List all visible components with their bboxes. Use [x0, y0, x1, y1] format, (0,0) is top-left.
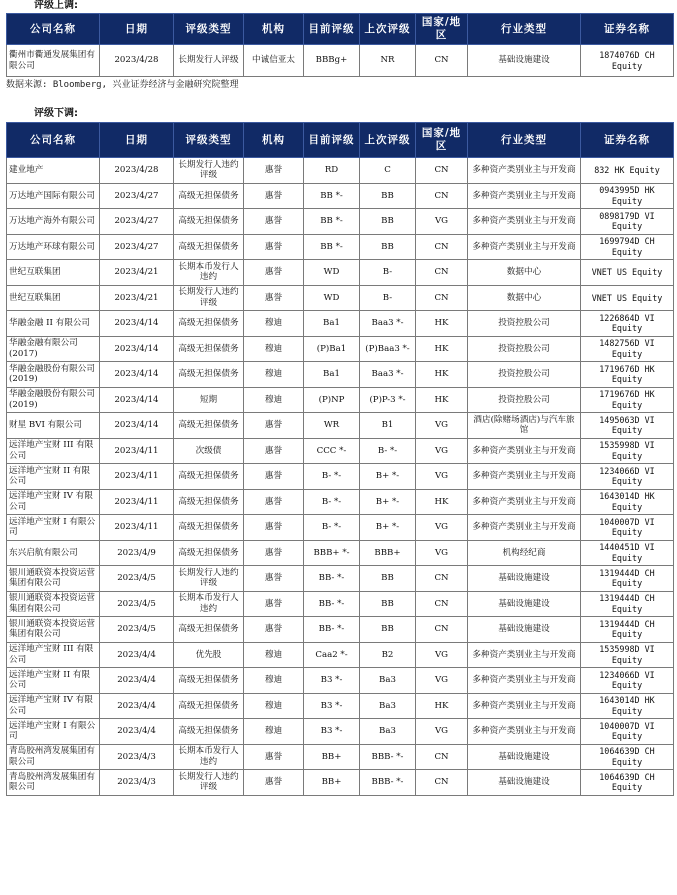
table-cell: 2023/4/5: [100, 591, 174, 617]
table-cell: 华融金融股份有限公司(2019): [7, 362, 100, 388]
table-cell: 惠誉: [244, 770, 304, 796]
table-cell: 1719676D HK Equity: [581, 387, 674, 413]
table-cell: BB: [360, 591, 416, 617]
column-header: 公司名称: [7, 123, 100, 158]
table-cell: 2023/4/4: [100, 719, 174, 745]
table-cell: CN: [416, 183, 468, 209]
table-cell: Baa3 *-: [360, 311, 416, 337]
table-cell: 2023/4/11: [100, 464, 174, 490]
table-cell: 832 HK Equity: [581, 158, 674, 184]
table-cell: B-: [360, 260, 416, 286]
table-cell: BB: [360, 209, 416, 235]
table-row: [7, 464, 674, 490]
column-header: 日期: [100, 14, 174, 45]
table-cell: 穆迪: [244, 719, 304, 745]
table-cell: B-: [360, 285, 416, 311]
table-cell: 银川通联资本投资运营集团有限公司: [7, 617, 100, 643]
table-cell: BBB- *-: [360, 770, 416, 796]
table-cell: Ba1: [304, 311, 360, 337]
table-cell: 1440451D VI Equity: [581, 540, 674, 566]
table-cell: 2023/4/14: [100, 362, 174, 388]
table-row: [7, 234, 674, 260]
table-cell: RD: [304, 158, 360, 184]
table-cell: 多种资产类别业主与开发商: [468, 719, 581, 745]
upgrade-table: [6, 13, 674, 77]
table-cell: 高级无担保债务: [174, 515, 244, 541]
table-cell: BB: [360, 183, 416, 209]
table-cell: BB- *-: [304, 617, 360, 643]
table-cell: CN: [416, 744, 468, 770]
table-cell: VNET US Equity: [581, 260, 674, 286]
table-cell: 远洋地产宝财 I 有限公司: [7, 515, 100, 541]
column-header: 行业类型: [468, 123, 581, 158]
column-header: 行业类型: [468, 14, 581, 45]
table-row: [7, 209, 674, 235]
table-cell: BB+: [304, 770, 360, 796]
downgrade-table: [6, 122, 674, 796]
table-cell: Ba3: [360, 719, 416, 745]
table-cell: HK: [416, 336, 468, 362]
table-cell: 穆迪: [244, 668, 304, 694]
table-cell: 多种资产类别业主与开发商: [468, 209, 581, 235]
table-cell: HK: [416, 387, 468, 413]
table-cell: 1234066D VI Equity: [581, 464, 674, 490]
table-cell: 多种资产类别业主与开发商: [468, 234, 581, 260]
table-cell: 2023/4/4: [100, 642, 174, 668]
table-cell: 世纪互联集团: [7, 260, 100, 286]
table-cell: 惠誉: [244, 566, 304, 592]
table-cell: 2023/4/14: [100, 311, 174, 337]
table-cell: 2023/4/11: [100, 438, 174, 464]
table-row: [7, 387, 674, 413]
table-cell: CN: [416, 617, 468, 643]
table-cell: B2: [360, 642, 416, 668]
table-cell: 投资控股公司: [468, 336, 581, 362]
table-cell: B- *-: [360, 438, 416, 464]
table-row: [7, 311, 674, 337]
table-cell: 1643014D HK Equity: [581, 693, 674, 719]
table-cell: 远洋地产宝财 III 有限公司: [7, 438, 100, 464]
table-cell: B- *-: [304, 515, 360, 541]
table-cell: 1874076D CH Equity: [581, 45, 674, 77]
table-row: [7, 642, 674, 668]
table-cell: 基础设施建设: [468, 591, 581, 617]
table-cell: 2023/4/3: [100, 770, 174, 796]
table-cell: 基础设施建设: [468, 770, 581, 796]
table-cell: 2023/4/27: [100, 234, 174, 260]
table-cell: HK: [416, 362, 468, 388]
table-cell: 惠誉: [244, 158, 304, 184]
table-cell: BB: [360, 234, 416, 260]
column-header: 公司名称: [7, 14, 100, 45]
table-cell: 长期发行人违约评级: [174, 285, 244, 311]
table-cell: VG: [416, 438, 468, 464]
table-cell: 高级无担保债务: [174, 183, 244, 209]
data-source-note: 数据来源: Bloomberg, 兴业证券经济与金融研究院整理: [6, 80, 239, 90]
table-cell: 2023/4/3: [100, 744, 174, 770]
table-cell: 2023/4/28: [100, 45, 174, 77]
table-cell: 高级无担保债务: [174, 693, 244, 719]
table-cell: 2023/4/11: [100, 489, 174, 515]
table-cell: 2023/4/11: [100, 515, 174, 541]
table-cell: 短期: [174, 387, 244, 413]
table-cell: 高级无担保债务: [174, 209, 244, 235]
table-cell: 穆迪: [244, 336, 304, 362]
table-cell: 青岛胶州湾发展集团有限公司: [7, 744, 100, 770]
table-cell: 多种资产类别业主与开发商: [468, 515, 581, 541]
table-cell: CN: [416, 260, 468, 286]
table-cell: VG: [416, 413, 468, 439]
column-header: 国家/地区: [416, 14, 468, 45]
table-cell: BBB+: [360, 540, 416, 566]
table-cell: Ba3: [360, 668, 416, 694]
table-cell: B+ *-: [360, 464, 416, 490]
table-cell: Ba3: [360, 693, 416, 719]
table-cell: HK: [416, 489, 468, 515]
table-cell: 投资控股公司: [468, 362, 581, 388]
table-cell: 2023/4/21: [100, 285, 174, 311]
table-cell: Caa2 *-: [304, 642, 360, 668]
table-cell: 多种资产类别业主与开发商: [468, 183, 581, 209]
table-cell: BBB- *-: [360, 744, 416, 770]
table-cell: 投资控股公司: [468, 311, 581, 337]
table-cell: CCC *-: [304, 438, 360, 464]
table-cell: B- *-: [304, 464, 360, 490]
table-cell: B+ *-: [360, 515, 416, 541]
table-cell: 多种资产类别业主与开发商: [468, 438, 581, 464]
table-cell: CN: [416, 591, 468, 617]
table-cell: 1040007D VI Equity: [581, 719, 674, 745]
table-cell: 华融金融 II 有限公司: [7, 311, 100, 337]
table-cell: 多种资产类别业主与开发商: [468, 464, 581, 490]
table-cell: 惠誉: [244, 209, 304, 235]
table-cell: 惠誉: [244, 515, 304, 541]
table-cell: CN: [416, 770, 468, 796]
table-cell: 惠誉: [244, 234, 304, 260]
column-header: 目前评级: [304, 123, 360, 158]
table-cell: 多种资产类别业主与开发商: [468, 489, 581, 515]
table-cell: 1535998D VI Equity: [581, 642, 674, 668]
table-cell: 远洋地产宝财 IV 有限公司: [7, 489, 100, 515]
table-cell: 高级无担保债务: [174, 234, 244, 260]
table-row: [7, 668, 674, 694]
table-cell: 基础设施建设: [468, 617, 581, 643]
column-header: 机构: [244, 14, 304, 45]
table-cell: 长期发行人违约评级: [174, 770, 244, 796]
table-cell: 2023/4/14: [100, 413, 174, 439]
table-cell: 2023/4/14: [100, 336, 174, 362]
table-cell: 高级无担保债务: [174, 336, 244, 362]
table-cell: 2023/4/27: [100, 209, 174, 235]
table-row: [7, 693, 674, 719]
table-row: [7, 719, 674, 745]
table-cell: 穆迪: [244, 362, 304, 388]
table-cell: 1319444D CH Equity: [581, 617, 674, 643]
table-cell: BB *-: [304, 234, 360, 260]
table-cell: VG: [416, 464, 468, 490]
table-cell: 1234066D VI Equity: [581, 668, 674, 694]
table-cell: 2023/4/21: [100, 260, 174, 286]
table-cell: VG: [416, 719, 468, 745]
table-cell: 1482756D VI Equity: [581, 336, 674, 362]
table-cell: 1535998D VI Equity: [581, 438, 674, 464]
table-cell: CN: [416, 285, 468, 311]
table-cell: 远洋地产宝财 IV 有限公司: [7, 693, 100, 719]
table-cell: B- *-: [304, 489, 360, 515]
table-cell: 多种资产类别业主与开发商: [468, 158, 581, 184]
table-cell: 机构经纪商: [468, 540, 581, 566]
table-cell: 世纪互联集团: [7, 285, 100, 311]
table-cell: 华融金融股份有限公司(2019): [7, 387, 100, 413]
table-cell: 高级无担保债务: [174, 362, 244, 388]
table-cell: 高级无担保债务: [174, 719, 244, 745]
table-cell: VG: [416, 209, 468, 235]
table-cell: 多种资产类别业主与开发商: [468, 642, 581, 668]
table-cell: 2023/4/28: [100, 158, 174, 184]
table-cell: 东兴启航有限公司: [7, 540, 100, 566]
table-row: [7, 336, 674, 362]
table-cell: 次级债: [174, 438, 244, 464]
table-row: [7, 260, 674, 286]
column-header: 目前评级: [304, 14, 360, 45]
table-cell: B1: [360, 413, 416, 439]
table-cell: 2023/4/9: [100, 540, 174, 566]
table-row: [7, 540, 674, 566]
table-cell: 惠誉: [244, 617, 304, 643]
table-cell: 1226864D VI Equity: [581, 311, 674, 337]
table-row: [7, 566, 674, 592]
table-cell: 酒店(除赌场酒店)与汽车旅馆: [468, 413, 581, 439]
table-cell: 1064639D CH Equity: [581, 770, 674, 796]
column-header: 评级类型: [174, 14, 244, 45]
table-cell: 长期本币发行人违约: [174, 591, 244, 617]
table-cell: 万达地产环球有限公司: [7, 234, 100, 260]
table-row: [7, 45, 674, 77]
table-cell: VG: [416, 540, 468, 566]
table-cell: 中诚信亚太: [244, 45, 304, 77]
table-cell: CN: [416, 234, 468, 260]
table-cell: 高级无担保债务: [174, 668, 244, 694]
table-cell: BB: [360, 566, 416, 592]
table-cell: (P)P-3 *-: [360, 387, 416, 413]
table-cell: 1495063D VI Equity: [581, 413, 674, 439]
table-cell: 数据中心: [468, 260, 581, 286]
table-cell: (P)NP: [304, 387, 360, 413]
table-cell: 惠誉: [244, 183, 304, 209]
table-cell: BB- *-: [304, 591, 360, 617]
table-cell: 2023/4/5: [100, 617, 174, 643]
column-header: 国家/地区: [416, 123, 468, 158]
table-cell: BB *-: [304, 183, 360, 209]
table-cell: B+ *-: [360, 489, 416, 515]
table-cell: BBB+ *-: [304, 540, 360, 566]
table-cell: 1319444D CH Equity: [581, 566, 674, 592]
table-row: [7, 744, 674, 770]
table-cell: 建业地产: [7, 158, 100, 184]
table-cell: 惠誉: [244, 744, 304, 770]
table-cell: 多种资产类别业主与开发商: [468, 693, 581, 719]
column-header: 证券名称: [581, 14, 674, 45]
table-cell: 投资控股公司: [468, 387, 581, 413]
column-header: 上次评级: [360, 14, 416, 45]
upgrade-section-title: 评级上调:: [34, 0, 78, 11]
table-cell: VG: [416, 515, 468, 541]
table-row: [7, 591, 674, 617]
table-row: [7, 183, 674, 209]
table-cell: 穆迪: [244, 642, 304, 668]
table-row: [7, 515, 674, 541]
table-cell: 远洋地产宝财 III 有限公司: [7, 642, 100, 668]
table-cell: 1719676D HK Equity: [581, 362, 674, 388]
table-cell: VG: [416, 668, 468, 694]
table-cell: 银川通联资本投资运营集团有限公司: [7, 566, 100, 592]
table-cell: (P)Baa3 *-: [360, 336, 416, 362]
table-cell: 1643014D HK Equity: [581, 489, 674, 515]
table-cell: 惠誉: [244, 591, 304, 617]
table-cell: 远洋地产宝财 I 有限公司: [7, 719, 100, 745]
table-cell: VG: [416, 642, 468, 668]
table-cell: 长期本币发行人违约: [174, 260, 244, 286]
table-cell: B3 *-: [304, 719, 360, 745]
table-cell: 1040007D VI Equity: [581, 515, 674, 541]
table-cell: 2023/4/5: [100, 566, 174, 592]
table-cell: 优先股: [174, 642, 244, 668]
table-cell: 惠誉: [244, 438, 304, 464]
table-cell: C: [360, 158, 416, 184]
table-cell: 惠誉: [244, 413, 304, 439]
table-cell: 惠誉: [244, 464, 304, 490]
table-row: [7, 158, 674, 184]
table-cell: 0898179D VI Equity: [581, 209, 674, 235]
table-cell: B3 *-: [304, 693, 360, 719]
table-cell: WR: [304, 413, 360, 439]
table-cell: 高级无担保债务: [174, 489, 244, 515]
table-cell: 万达地产海外有限公司: [7, 209, 100, 235]
table-cell: 青岛胶州湾发展集团有限公司: [7, 770, 100, 796]
table-cell: WD: [304, 285, 360, 311]
table-cell: HK: [416, 693, 468, 719]
table-cell: 高级无担保债务: [174, 617, 244, 643]
table-cell: 穆迪: [244, 693, 304, 719]
table-cell: 2023/4/4: [100, 693, 174, 719]
table-cell: BBBg+: [304, 45, 360, 77]
table-cell: 1064639D CH Equity: [581, 744, 674, 770]
table-cell: BB- *-: [304, 566, 360, 592]
table-cell: 2023/4/14: [100, 387, 174, 413]
table-cell: 银川通联资本投资运营集团有限公司: [7, 591, 100, 617]
table-cell: 高级无担保债务: [174, 540, 244, 566]
table-cell: B3 *-: [304, 668, 360, 694]
table-cell: 长期发行人违约评级: [174, 566, 244, 592]
table-cell: WD: [304, 260, 360, 286]
table-cell: 多种资产类别业主与开发商: [468, 668, 581, 694]
table-cell: 长期发行人违约评级: [174, 158, 244, 184]
table-cell: 穆迪: [244, 311, 304, 337]
table-row: [7, 413, 674, 439]
table-cell: Baa3 *-: [360, 362, 416, 388]
table-cell: 惠誉: [244, 260, 304, 286]
column-header: 证券名称: [581, 123, 674, 158]
table-cell: CN: [416, 566, 468, 592]
table-cell: 数据中心: [468, 285, 581, 311]
table-cell: CN: [416, 45, 468, 77]
table-cell: 华融金融有限公司(2017): [7, 336, 100, 362]
table-cell: 基础设施建设: [468, 744, 581, 770]
table-cell: 万达地产国际有限公司: [7, 183, 100, 209]
table-row: [7, 489, 674, 515]
column-header: 上次评级: [360, 123, 416, 158]
table-cell: 高级无担保债务: [174, 413, 244, 439]
column-header: 日期: [100, 123, 174, 158]
table-cell: 1319444D CH Equity: [581, 591, 674, 617]
table-cell: 惠誉: [244, 540, 304, 566]
table-cell: 财星 BVI 有限公司: [7, 413, 100, 439]
table-cell: 2023/4/4: [100, 668, 174, 694]
downgrade-section-title: 评级下调:: [34, 108, 78, 119]
table-row: [7, 285, 674, 311]
table-cell: BB+: [304, 744, 360, 770]
table-cell: HK: [416, 311, 468, 337]
table-row: [7, 617, 674, 643]
table-cell: 惠誉: [244, 285, 304, 311]
table-cell: 1699794D CH Equity: [581, 234, 674, 260]
table-cell: 惠誉: [244, 489, 304, 515]
table-row: [7, 438, 674, 464]
table-cell: 远洋地产宝财 II 有限公司: [7, 668, 100, 694]
table-cell: 高级无担保债务: [174, 311, 244, 337]
table-cell: (P)Ba1: [304, 336, 360, 362]
table-cell: 高级无担保债务: [174, 464, 244, 490]
table-cell: 衢州市衢通发展集团有限公司: [7, 45, 100, 77]
table-cell: BB: [360, 617, 416, 643]
table-cell: 穆迪: [244, 387, 304, 413]
table-cell: 基础设施建设: [468, 566, 581, 592]
table-cell: 长期本币发行人违约: [174, 744, 244, 770]
table-cell: 0943995D HK Equity: [581, 183, 674, 209]
table-cell: 长期发行人评级: [174, 45, 244, 77]
table-cell: CN: [416, 158, 468, 184]
table-cell: 远洋地产宝财 II 有限公司: [7, 464, 100, 490]
table-row: [7, 770, 674, 796]
column-header: 机构: [244, 123, 304, 158]
table-row: [7, 362, 674, 388]
column-header: 评级类型: [174, 123, 244, 158]
table-cell: NR: [360, 45, 416, 77]
table-cell: VNET US Equity: [581, 285, 674, 311]
table-cell: Ba1: [304, 362, 360, 388]
table-cell: BB *-: [304, 209, 360, 235]
table-cell: 2023/4/27: [100, 183, 174, 209]
table-cell: 基础设施建设: [468, 45, 581, 77]
